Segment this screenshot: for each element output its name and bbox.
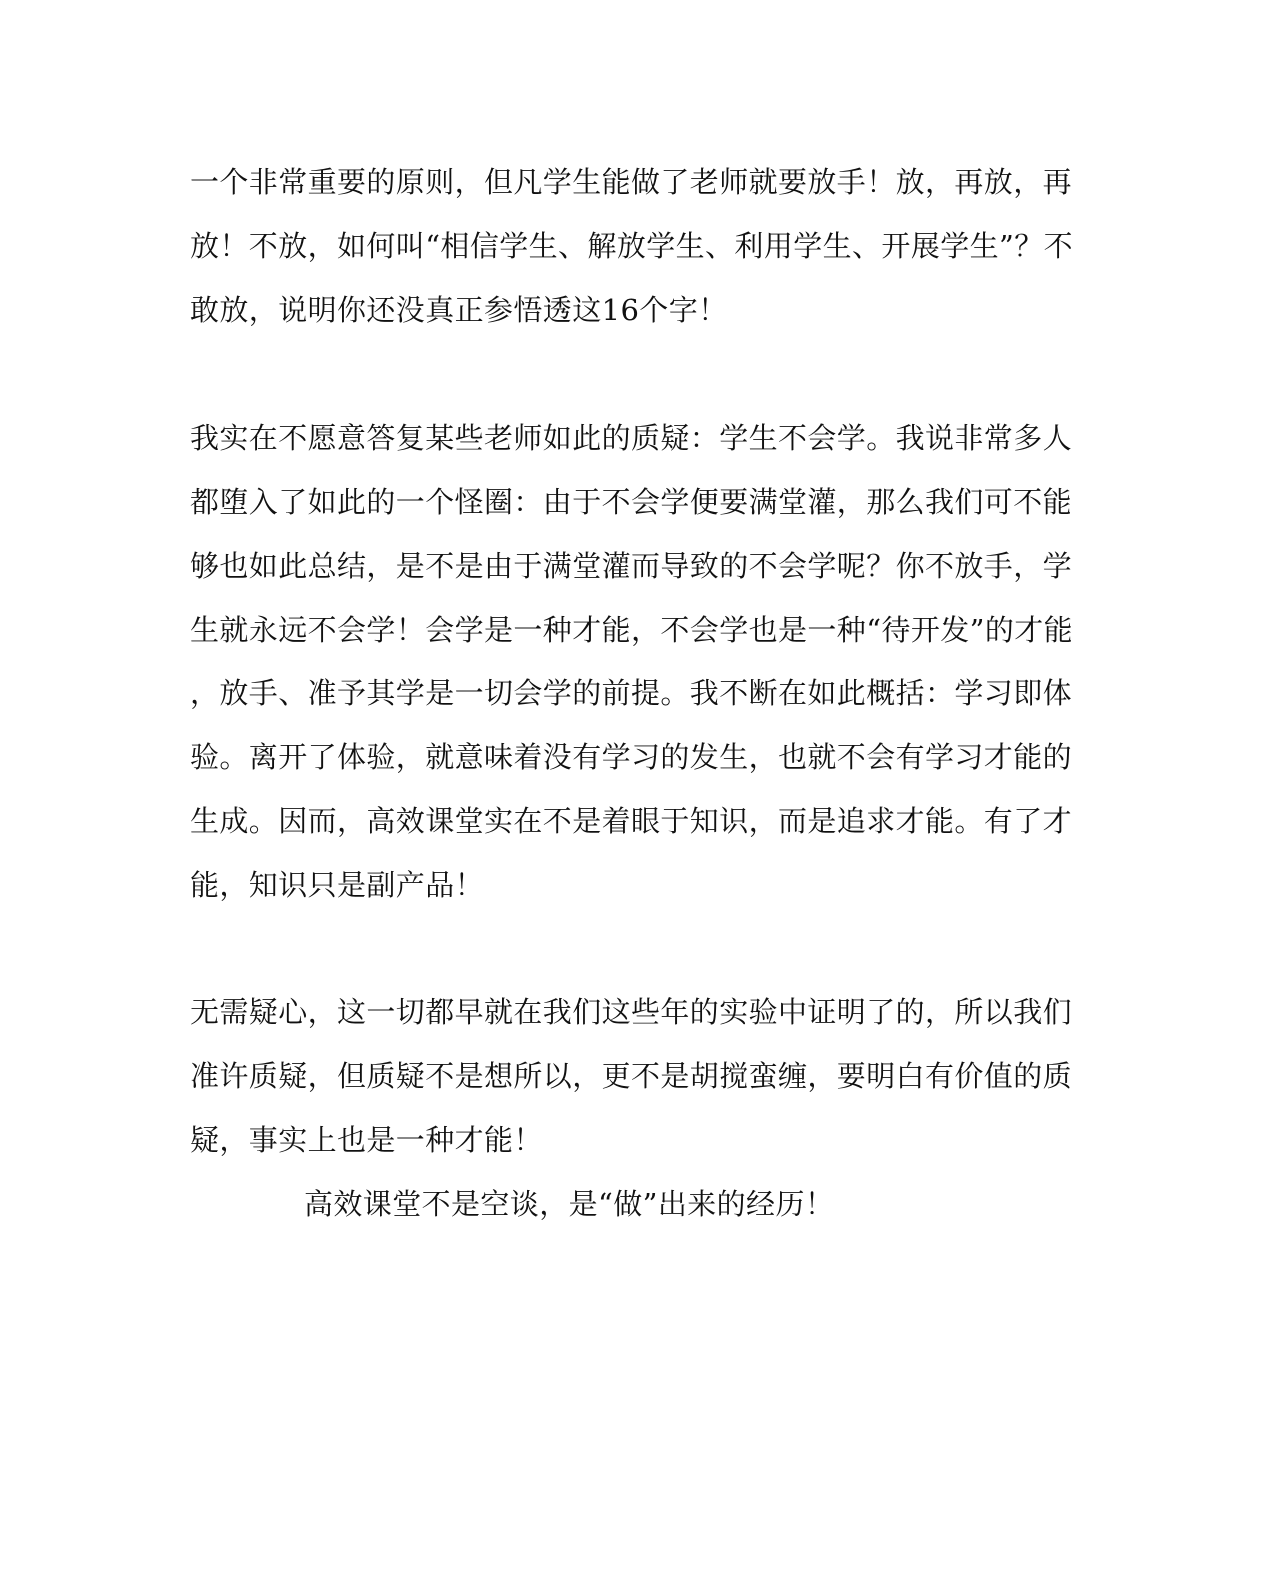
paragraph-1-line-3: 敢放，说明你还没真正参悟透这16个字！: [190, 293, 728, 327]
closing-line: 高效课堂不是空谈，是“做”出来的经历！: [304, 1187, 835, 1221]
paragraph-3-line-1: 无需疑心，这一切都早就在我们这些年的实验中证明了的，所以我们: [190, 995, 1073, 1029]
paragraph-2-line-2: 都堕入了如此的一个怪圈：由于不会学便要满堂灌，那么我们可不能: [190, 485, 1073, 519]
paragraph-2-line-7: 生成。因而，高效课堂实在不是着眼于知识，而是追求才能。有了才: [190, 804, 1073, 838]
paragraph-2-line-4: 生就永远不会学！会学是一种才能，不会学也是一种“待开发”的才能: [190, 613, 1074, 647]
paragraph-1-line-2: 放！不放，如何叫“相信学生、解放学生、利用学生、开展学生”？不: [190, 229, 1074, 263]
paragraph-3-line-2: 准许质疑，但质疑不是想所以，更不是胡搅蛮缠，要明白有价值的质: [190, 1059, 1073, 1093]
paragraph-2-line-5: ，放手、准予其学是一切会学的前提。我不断在如此概括：学习即体: [190, 676, 1073, 710]
paragraph-1-line-1: 一个非常重要的原则，但凡学生能做了老师就要放手！放，再放，再: [190, 165, 1073, 199]
paragraph-2-line-1: 我实在不愿意答复某些老师如此的质疑：学生不会学。我说非常多人: [190, 421, 1073, 455]
paragraph-2-line-3: 够也如此总结，是不是由于满堂灌而导致的不会学呢？你不放手，学: [190, 549, 1073, 583]
paragraph-2-line-8: 能，知识只是副产品！: [190, 868, 485, 902]
paragraph-3-line-3: 疑，事实上也是一种才能！: [190, 1123, 543, 1157]
paragraph-2-line-6: 验。离开了体验，就意味着没有学习的发生，也就不会有学习才能的: [190, 740, 1073, 774]
